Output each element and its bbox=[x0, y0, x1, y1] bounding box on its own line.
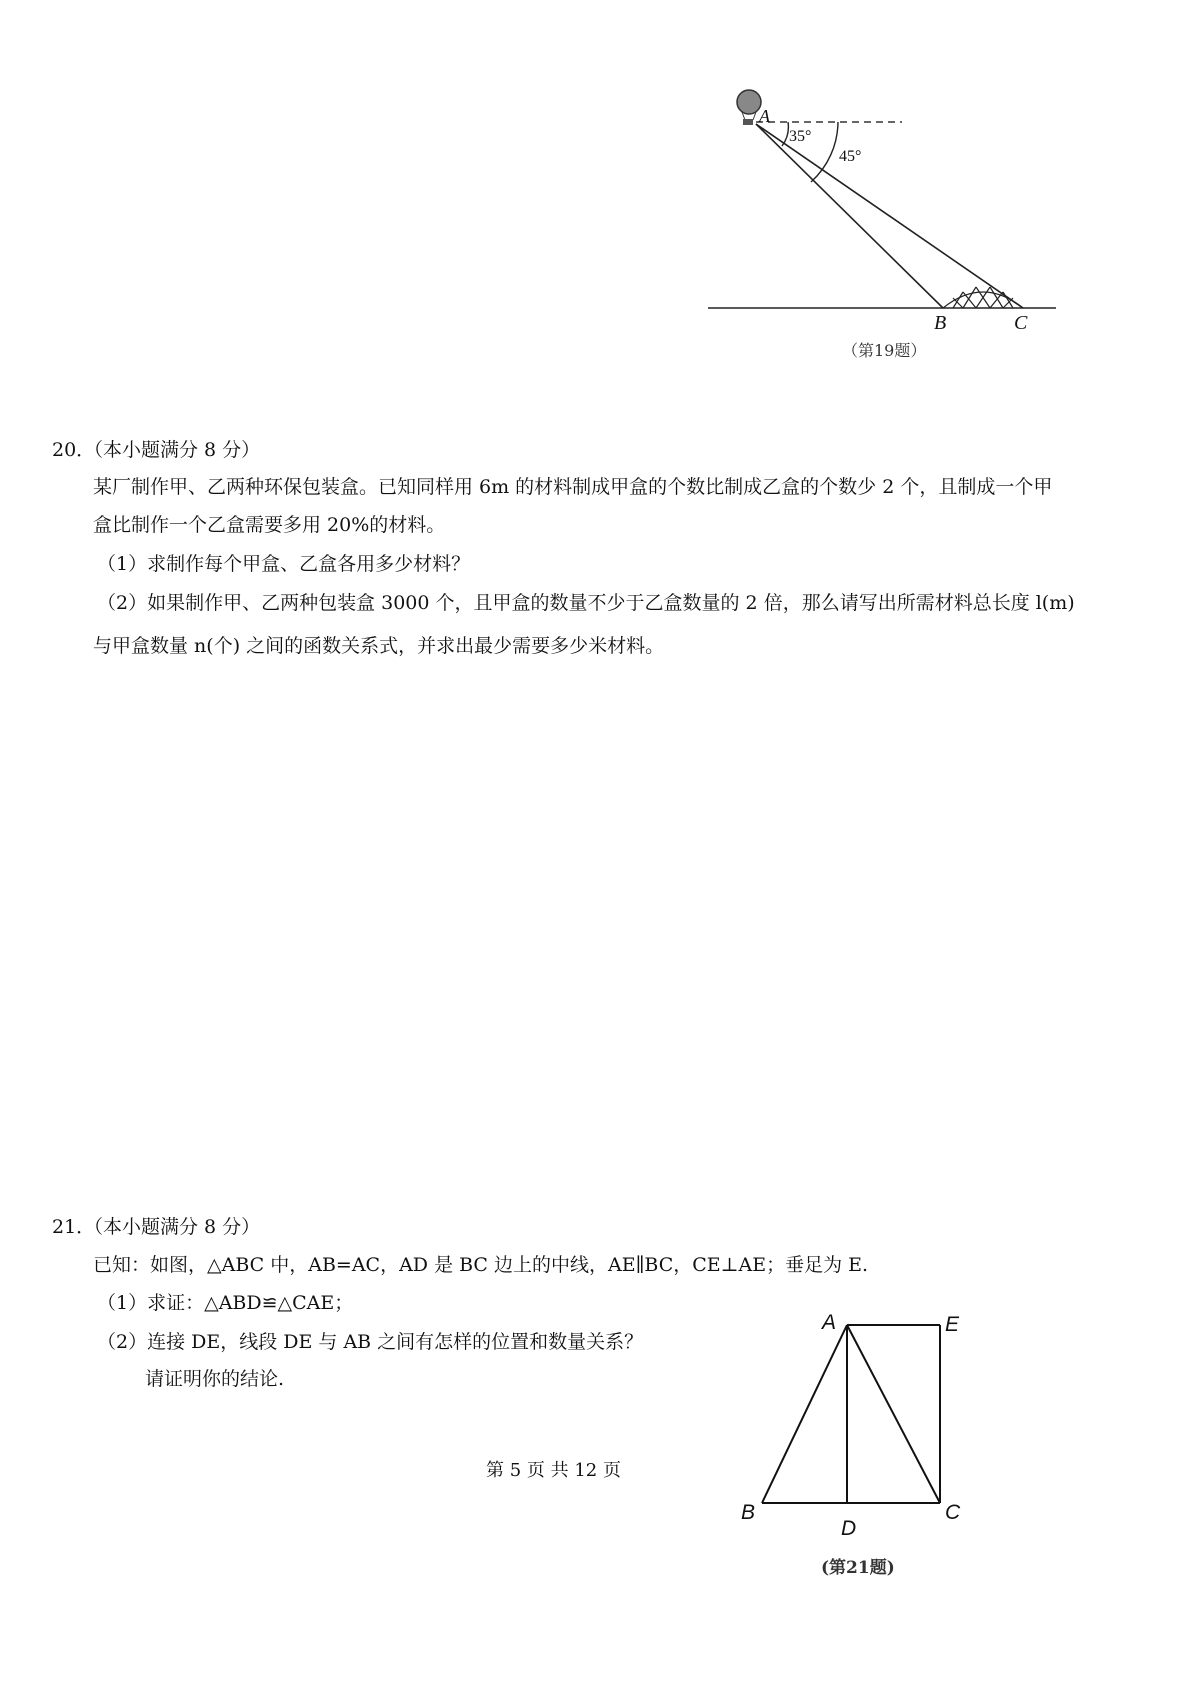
q21-title: （本小题满分 8 分） bbox=[84, 1216, 261, 1238]
fig21-label-c: C bbox=[945, 1501, 961, 1524]
angle-arc-45 bbox=[811, 122, 838, 182]
q20-line1: 某厂制作甲、乙两种环保包装盒。已知同样用 6m 的材料制成甲盒的个数比制成乙盒的个数少 2 个，且制成一个甲 bbox=[93, 476, 1053, 498]
fig21-caption: (第21题) bbox=[821, 1558, 895, 1578]
q21-part2: （2）连接 DE，线段 DE 与 AB 之间有怎样的位置和数量关系？ bbox=[97, 1331, 644, 1353]
sight-line-ac bbox=[756, 124, 1023, 308]
figure-21 bbox=[735, 1305, 975, 1585]
q21-number: 21． bbox=[52, 1216, 96, 1238]
q20-title: （本小题满分 8 分） bbox=[84, 439, 261, 461]
bridge-icon bbox=[943, 287, 1023, 308]
q21-line1: 已知：如图，△ABC 中，AB=AC，AD 是 BC 边上的中线，AE∥BC，CE⊥AE；垂足为 E. bbox=[93, 1254, 869, 1276]
fig19-label-b: B bbox=[934, 312, 947, 334]
fig19-angle-45: 45° bbox=[839, 148, 862, 165]
fig19-label-c: C bbox=[1014, 312, 1028, 334]
page-footer: 第 5 页 共 12 页 bbox=[486, 1460, 621, 1481]
fig19-angle-35: 35° bbox=[789, 128, 812, 145]
hot-air-balloon-icon bbox=[737, 90, 761, 125]
fig21-label-e: E bbox=[945, 1313, 960, 1336]
figure-19 bbox=[700, 80, 1070, 370]
q20-line2: 盒比制作一个乙盒需要多用 20%的材料。 bbox=[93, 514, 446, 536]
q20-part2-line1: （2）如果制作甲、乙两种包装盒 3000 个，且甲盒的数量不少于乙盒数量的 2 倍，那么请写出所需材料总长度 l(m) bbox=[97, 592, 1075, 614]
segment-ab bbox=[762, 1325, 847, 1503]
fig19-label-a: A bbox=[759, 106, 770, 126]
q20-part1: （1）求制作每个甲盒、乙盒各用多少材料？ bbox=[97, 553, 471, 575]
q21-part1: （1）求证：△ABD≌△CAE； bbox=[97, 1292, 354, 1314]
segment-ac bbox=[847, 1325, 940, 1503]
q21-part2-cont: 请证明你的结论. bbox=[145, 1368, 285, 1390]
fig21-label-b: B bbox=[741, 1501, 756, 1524]
figure-21-drawing bbox=[735, 1305, 975, 1585]
q20-part2-line2: 与甲盒数量 n(个) 之间的函数关系式，并求出最少需要多少米材料。 bbox=[93, 635, 665, 657]
fig21-label-a: A bbox=[822, 1311, 837, 1334]
q20-number: 20． bbox=[52, 439, 96, 461]
fig21-label-d: D bbox=[841, 1517, 857, 1540]
fig19-caption: （第19题） bbox=[842, 341, 927, 360]
